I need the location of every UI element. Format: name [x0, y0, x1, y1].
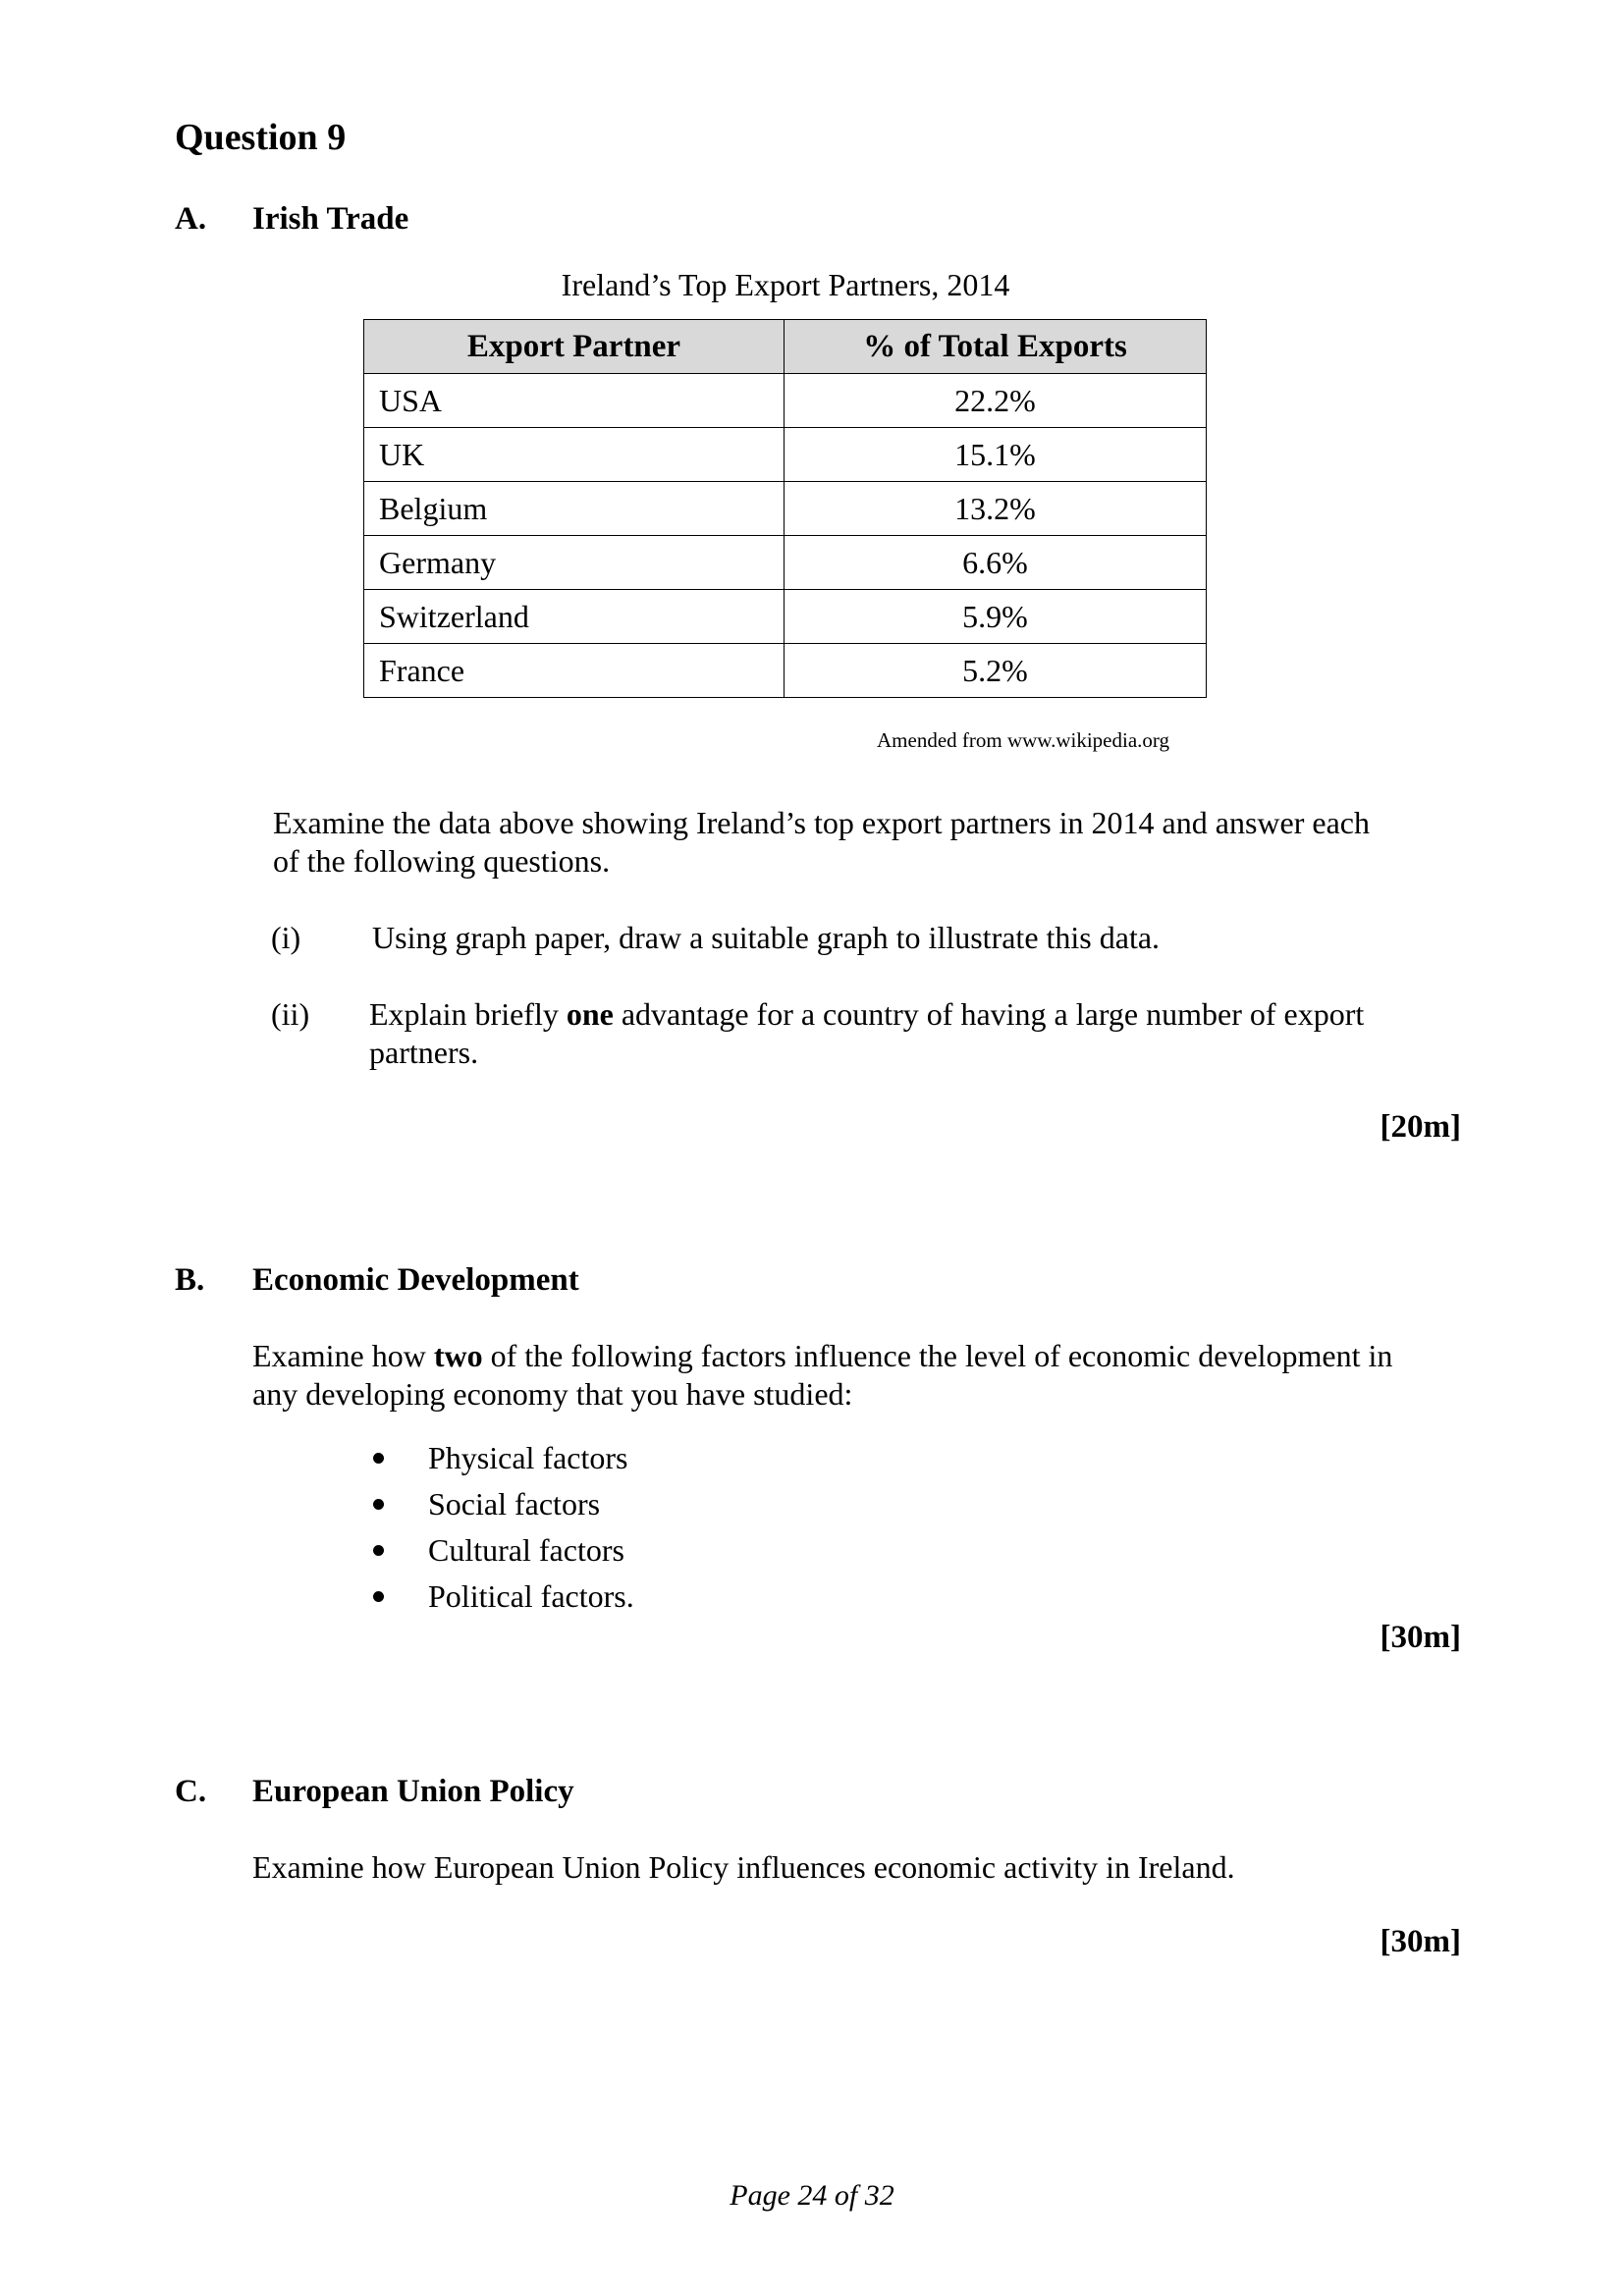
part-ii-label: (ii) — [271, 996, 310, 1032]
bullet-icon — [373, 1545, 384, 1556]
partner-cell: Belgium — [364, 482, 785, 536]
table-row — [364, 482, 1207, 536]
section-c-letter: C. — [175, 1774, 207, 1809]
export-partners-table — [363, 319, 1207, 698]
table-source: Amended from www.wikipedia.org — [877, 728, 1170, 752]
bullet-icon — [373, 1453, 384, 1464]
partner-cell: UK — [364, 428, 785, 482]
section-b-heading: Economic Development — [252, 1262, 579, 1298]
section-b-intro-bold: two — [433, 1338, 483, 1373]
section-b-marks: [30m] — [1380, 1620, 1461, 1655]
bullet-icon — [373, 1499, 384, 1510]
section-b-intro-post: of the following factors influence the level of economic development in — [482, 1338, 1393, 1373]
table-header-row — [364, 320, 1207, 374]
section-a-marks: [20m] — [1380, 1109, 1461, 1145]
partner-cell: USA — [364, 374, 785, 428]
list-item-text: Physical factors — [428, 1440, 628, 1475]
column-header-percent-exports: % of Total Exports — [785, 320, 1207, 374]
table-row — [364, 428, 1207, 482]
table-row — [364, 590, 1207, 644]
partner-cell: Switzerland — [364, 590, 785, 644]
section-a-heading: Irish Trade — [252, 201, 409, 237]
section-c-heading: European Union Policy — [252, 1774, 574, 1809]
list-item — [373, 1574, 634, 1620]
percent-cell: 22.2% — [785, 374, 1207, 428]
part-i-label: (i) — [271, 920, 301, 955]
column-header-export-partner: Export Partner — [364, 320, 785, 374]
section-b-intro-line2: any developing economy that you have studied: — [252, 1376, 853, 1412]
section-b-intro-line1 — [252, 1337, 1392, 1375]
section-c-marks: [30m] — [1380, 1924, 1461, 1959]
section-b-letter: B. — [175, 1262, 205, 1298]
section-c-text: Examine how European Union Policy influences economic activity in Ireland. — [252, 1849, 1235, 1885]
partner-cell: France — [364, 644, 785, 698]
part-ii-text-bold: one — [566, 996, 614, 1032]
section-a-letter: A. — [175, 201, 207, 237]
table-caption: Ireland’s Top Export Partners, 2014 — [561, 267, 1010, 302]
part-ii-line2: partners. — [369, 1035, 479, 1070]
part-ii-text-post: advantage for a country of having a large number of export — [613, 996, 1365, 1032]
part-ii-text-pre: Explain briefly — [369, 996, 567, 1032]
partner-cell: Germany — [364, 536, 785, 590]
question-title: Question 9 — [175, 117, 347, 158]
list-item — [373, 1481, 634, 1527]
factors-list — [373, 1435, 634, 1620]
percent-cell: 5.9% — [785, 590, 1207, 644]
list-item — [373, 1435, 634, 1481]
section-a-intro-line1: Examine the data above showing Ireland’s top export partners in 2014 and answer each — [273, 805, 1370, 840]
section-a-intro-line2: of the following questions. — [273, 843, 611, 879]
table-row — [364, 536, 1207, 590]
list-item-text: Cultural factors — [428, 1532, 624, 1568]
table-row — [364, 374, 1207, 428]
part-ii-line1 — [369, 995, 1364, 1034]
percent-cell: 5.2% — [785, 644, 1207, 698]
part-i-text: Using graph paper, draw a suitable graph to illustrate this data. — [372, 920, 1161, 955]
list-item-text: Political factors. — [428, 1578, 634, 1614]
table-row — [364, 644, 1207, 698]
list-item-text: Social factors — [428, 1486, 601, 1522]
percent-cell: 6.6% — [785, 536, 1207, 590]
percent-cell: 15.1% — [785, 428, 1207, 482]
list-item — [373, 1527, 634, 1574]
bullet-icon — [373, 1591, 384, 1602]
page-number: Page 24 of 32 — [730, 2179, 894, 2212]
percent-cell: 13.2% — [785, 482, 1207, 536]
section-b-intro-pre: Examine how — [252, 1338, 434, 1373]
